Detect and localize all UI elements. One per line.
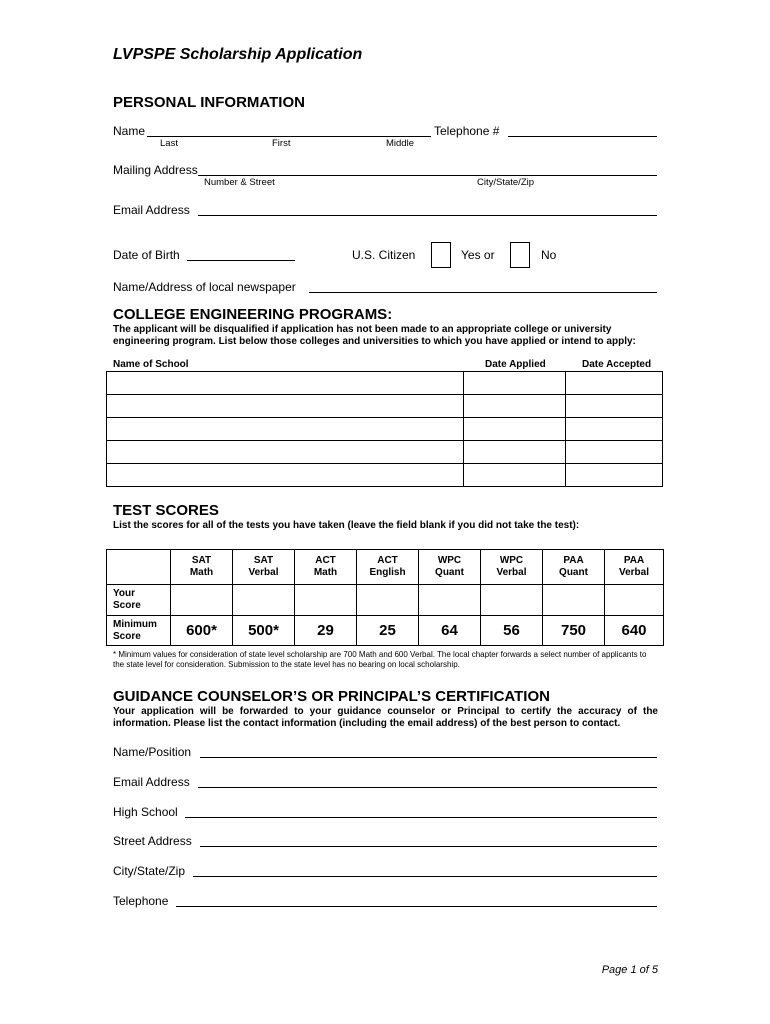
- minimum-score-row: [107, 616, 664, 646]
- guidance-street-field[interactable]: [200, 832, 657, 847]
- col-school-name: Name of School: [113, 359, 189, 370]
- table-row: [107, 464, 663, 487]
- minimum-score-label: Minimum Score: [107, 616, 171, 646]
- guidance-email-label: Email Address: [113, 775, 190, 789]
- min-sat-math: 600*: [171, 616, 233, 646]
- col-date-applied: Date Applied: [485, 359, 546, 370]
- school-name-cell[interactable]: [107, 418, 464, 441]
- newspaper-field[interactable]: [309, 278, 657, 293]
- guidance-school-label: High School: [113, 805, 178, 819]
- guidance-email-field[interactable]: [198, 773, 657, 788]
- school-name-cell[interactable]: [107, 372, 464, 395]
- name-label: Name: [113, 124, 146, 138]
- date-applied-cell[interactable]: [464, 372, 566, 395]
- college-note: The applicant will be disqualified if application has not been made to an appropriate college or university engineering program. List below those colleges and universities to which you have applied or intend to apply:: [113, 324, 636, 347]
- school-name-cell[interactable]: [107, 441, 464, 464]
- name-sub-middle: Middle: [386, 138, 414, 149]
- scores-footnote: * Minimum values for consideration of state level scholarship are 700 Math and 600 Verbal. The local chapter forwards a select number of applicants to the state level for consideration. Submission to the state level has no bearing on local scholarship.: [113, 650, 647, 669]
- guidance-city-field[interactable]: [193, 862, 657, 877]
- email-field[interactable]: [198, 201, 657, 216]
- your-sat-verbal-cell[interactable]: [233, 585, 295, 616]
- table-row: [107, 372, 663, 395]
- personal-info-heading: PERSONAL INFORMATION: [113, 94, 305, 111]
- telephone-field[interactable]: [508, 122, 657, 137]
- guidance-name-label: Name/Position: [113, 745, 192, 759]
- mailing-address-label: Mailing Address: [113, 163, 198, 177]
- date-accepted-cell[interactable]: [566, 441, 663, 464]
- your-wpc-quant-cell[interactable]: [419, 585, 481, 616]
- date-applied-cell[interactable]: [464, 464, 566, 487]
- date-accepted-cell[interactable]: [566, 418, 663, 441]
- newspaper-label: Name/Address of local newspaper: [113, 280, 296, 294]
- min-act-english: 25: [357, 616, 419, 646]
- table-row: [107, 418, 663, 441]
- test-scores-heading: TEST SCORES: [113, 502, 219, 519]
- col-wpc-quant: WPC Quant: [419, 550, 481, 585]
- date-accepted-cell[interactable]: [566, 372, 663, 395]
- college-heading: COLLEGE ENGINEERING PROGRAMS:: [113, 306, 393, 323]
- citizen-label: U.S. Citizen: [352, 248, 416, 262]
- citizen-no-checkbox[interactable]: [510, 242, 530, 268]
- guidance-note: Your application will be forwarded to your guidance counselor or Principal to certify the accuracy of the information. Please list the contact information (including the email address) of the best person to contact.: [113, 706, 658, 729]
- min-wpc-quant: 64: [419, 616, 481, 646]
- mailing-sub-street: Number & Street: [204, 177, 275, 188]
- schools-table: [106, 371, 663, 487]
- guidance-name-field[interactable]: [200, 743, 657, 758]
- guidance-city-label: City/State/Zip: [113, 864, 186, 878]
- your-paa-verbal-cell[interactable]: [605, 585, 664, 616]
- test-scores-note: List the scores for all of the tests you have taken (leave the field blank if you did not take the test):: [113, 520, 580, 531]
- your-act-english-cell[interactable]: [357, 585, 419, 616]
- col-paa-quant: PAA Quant: [543, 550, 605, 585]
- your-score-label: Your Score: [107, 585, 171, 616]
- your-paa-quant-cell[interactable]: [543, 585, 605, 616]
- mailing-sub-city: City/State/Zip: [477, 177, 535, 188]
- your-act-math-cell[interactable]: [295, 585, 357, 616]
- col-sat-verbal: SAT Verbal: [233, 550, 295, 585]
- guidance-heading: GUIDANCE COUNSELOR’S OR PRINCIPAL’S CERTIFICATION: [113, 688, 550, 705]
- col-sat-math: SAT Math: [171, 550, 233, 585]
- min-paa-quant: 750: [543, 616, 605, 646]
- your-wpc-verbal-cell[interactable]: [481, 585, 543, 616]
- guidance-school-field[interactable]: [185, 803, 657, 818]
- date-accepted-cell[interactable]: [566, 464, 663, 487]
- scores-header-row: [107, 550, 664, 585]
- document-title: LVPSPE Scholarship Application: [113, 46, 363, 63]
- col-paa-verbal: PAA Verbal: [605, 550, 664, 585]
- citizen-yes-label: Yes or: [461, 248, 495, 262]
- guidance-telephone-label: Telephone: [113, 894, 169, 908]
- telephone-label: Telephone #: [434, 124, 500, 138]
- min-paa-verbal: 640: [605, 616, 664, 646]
- date-applied-cell[interactable]: [464, 395, 566, 418]
- citizen-yes-checkbox[interactable]: [431, 242, 451, 268]
- email-label: Email Address: [113, 203, 190, 217]
- name-sub-first: First: [272, 138, 291, 149]
- name-field[interactable]: [147, 122, 431, 137]
- dob-field[interactable]: [187, 246, 295, 261]
- scores-corner-cell: [107, 550, 171, 585]
- page-number: Page 1 of 5: [601, 964, 658, 976]
- date-accepted-cell[interactable]: [566, 395, 663, 418]
- col-date-accepted: Date Accepted: [582, 359, 652, 370]
- your-score-row: [107, 585, 664, 616]
- min-act-math: 29: [295, 616, 357, 646]
- date-applied-cell[interactable]: [464, 441, 566, 464]
- citizen-no-label: No: [541, 248, 557, 262]
- mailing-address-field[interactable]: [198, 161, 657, 176]
- name-sub-last: Last: [160, 138, 178, 149]
- min-wpc-verbal: 56: [481, 616, 543, 646]
- school-name-cell[interactable]: [107, 464, 464, 487]
- your-sat-math-cell[interactable]: [171, 585, 233, 616]
- col-act-math: ACT Math: [295, 550, 357, 585]
- guidance-street-label: Street Address: [113, 834, 192, 848]
- scores-table: [106, 549, 664, 646]
- table-row: [107, 395, 663, 418]
- col-act-english: ACT English: [357, 550, 419, 585]
- col-wpc-verbal: WPC Verbal: [481, 550, 543, 585]
- date-applied-cell[interactable]: [464, 418, 566, 441]
- table-row: [107, 441, 663, 464]
- school-name-cell[interactable]: [107, 395, 464, 418]
- dob-label: Date of Birth: [113, 248, 180, 262]
- min-sat-verbal: 500*: [233, 616, 295, 646]
- guidance-telephone-field[interactable]: [176, 892, 657, 907]
